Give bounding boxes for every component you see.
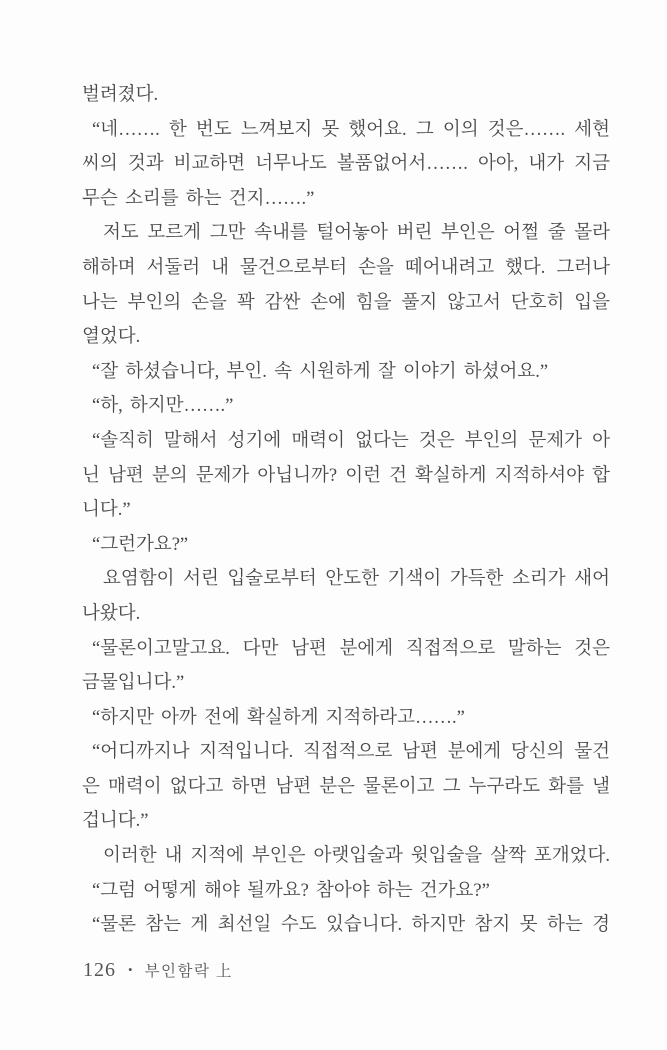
text-line: 니다.” [82,500,131,521]
text-line: 요염함이 서린 입술로부터 안도한 기색이 가득한 소리가 새어 [103,569,610,590]
text-line: 금물입니다.” [82,673,185,694]
text-line: 해하며 서둘러 내 물건으로부터 손을 떼어내려고 했다. 그러나 [82,257,610,278]
text-line: 저도 모르게 그만 속내를 털어놓아 버린 부인은 어쩔 줄 몰라 [103,223,610,244]
text-line: “물론 참는 게 최선일 수도 있습니다. 하지만 참지 못 하는 경 [92,915,610,936]
text-line: “하지만 아까 전에 확실하게 지적하라고…….” [92,707,465,728]
text-line: 씨의 것과 비교하면 너무나도 볼품없어서……. 아아, 내가 지금 [82,154,610,175]
text-line: “네……. 한 번도 느껴보지 못 했어요. 그 이의 것은……. 세현 [92,119,610,140]
text-line: 이러한 내 지적에 부인은 아랫입술과 윗입술을 살짝 포개었다. [103,846,610,867]
text-line: “어디까지나 지적입니다. 직접적으로 남편 분에게 당신의 물건 [92,742,610,763]
text-line: “잘 하셨습니다, 부인. 속 시원하게 잘 이야기 하셨어요.” [92,361,549,382]
text-line: 닌 남편 분의 문제가 아닙니까? 이런 건 확실하게 지적하셔야 합 [82,465,610,486]
text-line: 은 매력이 없다고 하면 남편 분은 물론이고 그 누구라도 화를 낼 [82,776,610,797]
page-number: 126 [83,959,116,981]
text-line: “하, 하지만…….” [92,396,234,417]
footer-separator-dot: • [128,962,133,977]
text-line: 나는 부인의 손을 꽉 감싼 손에 힘을 풀지 않고서 단호히 입을 [82,292,610,313]
text-line: 나왔다. [82,603,141,624]
text-line: 무슨 소리를 하는 건지…….” [82,188,315,209]
text-line: “그런가요?” [92,534,189,555]
text-line: “솔직히 말해서 성기에 매력이 없다는 것은 부인의 문제가 아 [92,430,610,451]
book-title: 부인함락 上 [144,963,233,980]
text-line: 열었다. [82,327,141,348]
body-text [82,78,610,943]
text-line: 겁니다.” [82,811,149,832]
page-footer [83,959,233,982]
text-line: “물론이고말고요. 다만 남편 분에게 직접적으로 말하는 것은 [92,638,610,659]
text-line: “그럼 어떻게 해야 될까요? 참아야 하는 건가요?” [92,880,490,901]
text-line: 벌려졌다. [82,85,159,105]
